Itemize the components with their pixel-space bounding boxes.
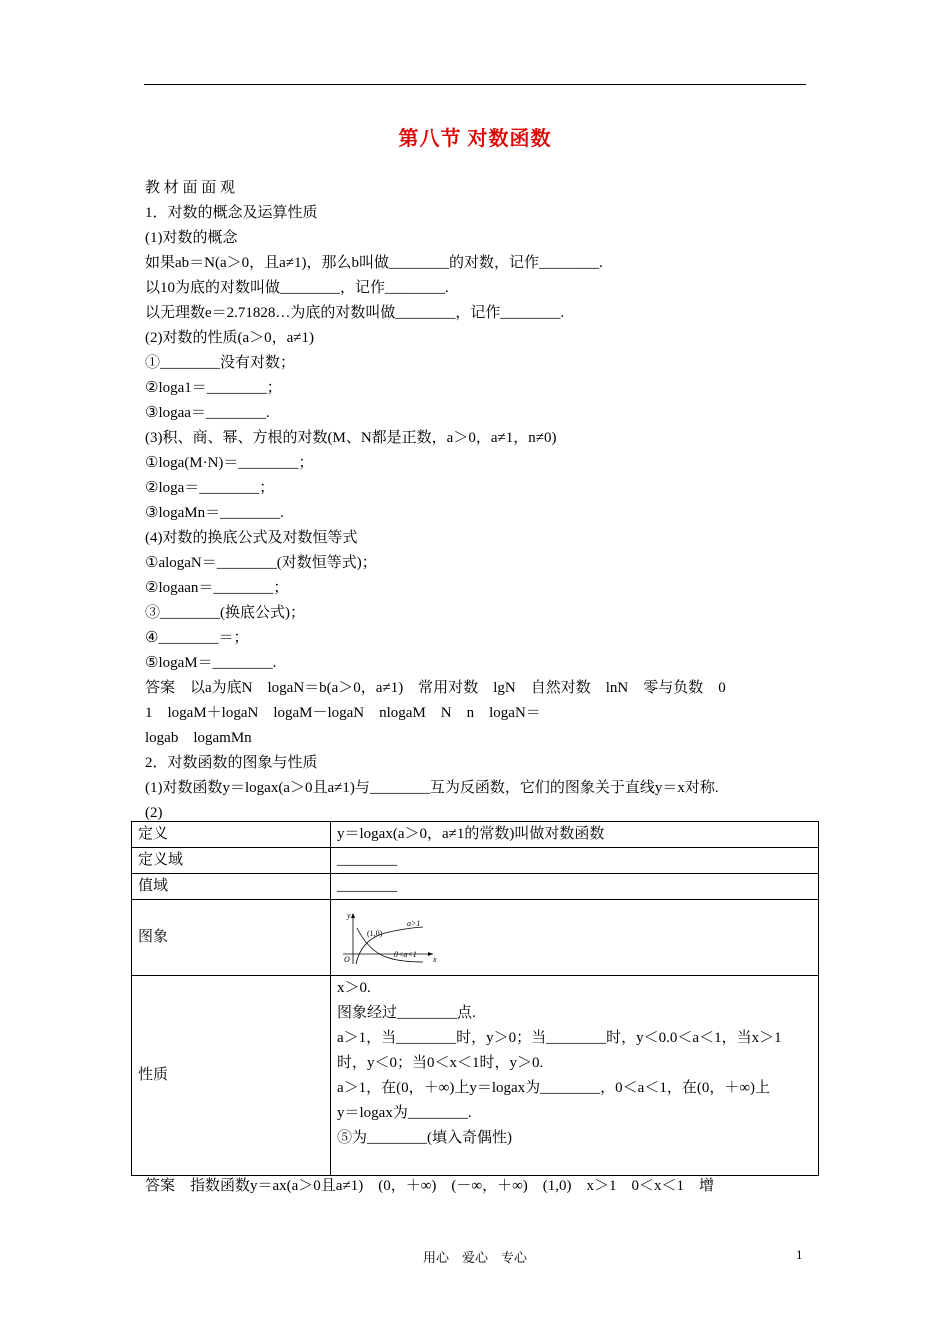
log-graph [337, 910, 447, 966]
property-line: a＞1，当________时，y＞0；当________时，y＜0.0＜a＜1，当x＞1 [337, 1030, 782, 1046]
property-spacer [337, 1151, 812, 1175]
text-line: 以无理数e＝2.71828…为底的对数叫做________，记作________. [145, 305, 565, 321]
property-line: a＞1，在(0，＋∞)上y＝logax为________，0＜a＜1，在(0，＋∞)上 [337, 1080, 771, 1096]
answer-line: logab logamMn [145, 730, 252, 746]
point-label: (1,0) [367, 928, 383, 938]
property-line: 时，y＜0；当0＜x＜1时，y＞0. [337, 1055, 544, 1071]
answer-line: 答案 以a为底N logaN＝b(a＞0，a≠1) 常用对数 lgN 自然对数 lnN 零与负数 0 [145, 680, 726, 696]
answer-line: 答案 指数函数y＝ax(a＞0且a≠1) (0，＋∞) (－∞，＋∞) (1,0) x＞1 0＜x＜1 增 [145, 1178, 714, 1194]
text-line: (2) [145, 805, 163, 821]
table-key: 定义 [132, 822, 331, 848]
text-line: ③logaa＝________. [145, 405, 270, 421]
origin-label: O [344, 954, 350, 964]
y-axis-label: y [347, 910, 351, 920]
table-key: 性质 [132, 976, 331, 1176]
text-line: ①loga(M·N)＝________； [145, 455, 314, 471]
text-line: ①________没有对数； [145, 355, 296, 371]
text-line: ①alogaN＝________(对数恒等式)； [145, 555, 377, 571]
graph-cell [331, 900, 819, 976]
text-line: ②loga＝________； [145, 480, 275, 496]
curve2-label: 0<a<1 [394, 949, 417, 959]
header-rule [144, 84, 806, 85]
text-line: (3)积、商、幂、方根的对数(M、N都是正数，a＞0，a≠1，n≠0) [145, 430, 557, 446]
main-content [145, 176, 810, 826]
table-row [132, 976, 819, 1176]
text-line: (4)对数的换底公式及对数恒等式 [145, 530, 358, 546]
property-line: ⑤为________(填入奇偶性) [337, 1130, 512, 1146]
text-line: (1)对数函数y＝logax(a＞0且a≠1)与________互为反函数，它们的图象关于直线y＝x对称. [145, 780, 719, 796]
page-title: 第八节 对数函数 [398, 128, 552, 150]
answer-line: 1 logaM＋logaN logaM－logaN nlogaM N n logaN＝ [145, 705, 541, 721]
text-line: (2)对数的性质(a＞0，a≠1) [145, 330, 315, 346]
text-line: 2．对数函数的图象与性质 [145, 755, 318, 771]
table-row [132, 874, 819, 900]
text-line: ②loga1＝________； [145, 380, 282, 396]
table-value: ________ [331, 874, 819, 900]
text-line: ⑤logaM＝________. [145, 655, 277, 671]
footer-motto: 用心 爱心 专心 [422, 1250, 527, 1265]
table-row [132, 822, 819, 848]
text-line: 1．对数的概念及运算性质 [145, 205, 318, 221]
curve1-label: a>1 [407, 918, 421, 928]
y-axis-arrow [351, 913, 355, 918]
x-axis-label: x [433, 954, 437, 964]
text-line: ③________(换底公式)； [145, 605, 305, 621]
table-value: ________ [331, 848, 819, 874]
text-line: (1)对数的概念 [145, 230, 238, 246]
page-number: 1 [796, 1247, 803, 1262]
table-row [132, 848, 819, 874]
property-line: 图象经过________点. [337, 1005, 476, 1021]
table-key: 图象 [132, 900, 331, 976]
property-line: y＝logax为________. [337, 1105, 472, 1121]
table-value: y＝logax(a＞0，a≠1的常数)叫做对数函数 [331, 822, 819, 848]
text-line: 如果ab＝N(a＞0，且a≠1)，那么b叫做________的对数，记作________. [145, 255, 603, 271]
log-function-table [131, 821, 819, 1176]
text-line: ④________＝； [145, 630, 249, 646]
table-key: 定义域 [132, 848, 331, 874]
table-key: 值域 [132, 874, 331, 900]
text-line: ③logaMn＝________. [145, 505, 284, 521]
table-row [132, 900, 819, 976]
property-line: x＞0. [337, 980, 371, 996]
section-heading: 教 材 面 面 观 [145, 180, 236, 196]
text-line: 以10为底的对数叫做________，记作________. [145, 280, 449, 296]
property-cell [331, 976, 819, 1176]
text-line: ②logaan＝________； [145, 580, 289, 596]
